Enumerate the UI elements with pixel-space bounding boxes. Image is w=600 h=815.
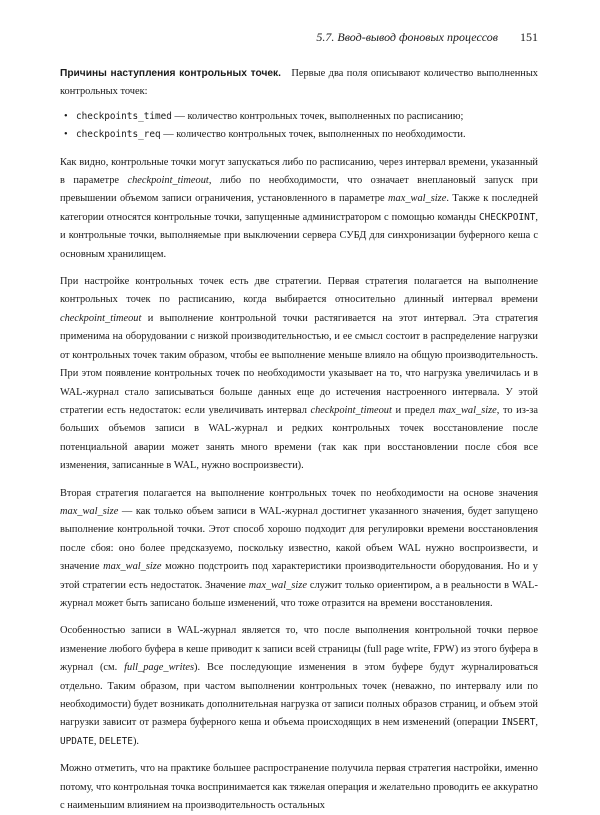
paragraph-3: При настройке контрольных точек есть две стратегии. Первая стратегия полагается на выполнение контрольных точек по расписанию, когда выбирается относительно длинный интервал времени checkpoint_timeout и выполнение контрольной точки растягивается на этот интервал. Эта стратегия применима на оборудовании с низкой производительностью, и ее смысл состоит в распределение нагрузки от контрольных точек таким образом, чтобы ее выполнение меньше влияло на общую производительность. При этом появление контрольных точек по необходимости указывает на то, что нагрузка увеличилась и в WAL-журнал стало записываться больше данных еще до истечения настроенного интервала. У этой стратегии есть недостаток: если увеличивать интервал checkpoint_timeout и предел max_wal_size, то из-за больших объемов записи в WAL-журнал и редких контрольных точек восстановление после потенциальной аварии может занять много времени (так как при восстановлении после сбоя все изменения, записанные в WAL, нужно воспроизвести). [60, 276, 538, 472]
paragraph-1: Причины наступления контрольных точек. Первые два поля описывают количество выполненных контрольных точек: [60, 68, 538, 98]
section-title: 5.7. Ввод-вывод фоновых процессов [316, 30, 498, 44]
paragraph-4: Вторая стратегия полагается на выполнение контрольных точек по необходимости на основе значения max_wal_size — как только объем записи в WAL-журнал достигнет указанного значения, будет запущено выполнение контрольной точки. Этот способ хорошо подходит для регулировки времени восстановления после сбоя: оно более предсказуемо, поскольку известно, какой объем WAL нужно воспроизвести, и значение max_wal_size можно подстроить под характеристики производительности оборудования. Но и у этой стратегии есть недостаток. Значение max_wal_size служит только ориентиром, а в реальности в WAL-журнал может быть записано больше изменений, что тоже отразится на времени восстановления. [60, 487, 538, 609]
paragraph-2: Как видно, контрольные точки могут запускаться либо по расписанию, через интервал времени, указанный в параметре checkpoint_timeout, либо по необходимости, что означает внеплановый запуск при превышении объемом записи ограничения, установленного в параметре max_wal_size. Также к последней категории относятся контрольные точки, запущенные администратором с помощью команды CHECKPOINT, и контрольные точки, выполняемые при выключении сервера СУБД для синхронизации буферного кеша с основным хранилищем. [60, 156, 539, 260]
page-number: 151 [520, 30, 538, 44]
bullet-list [60, 108, 538, 145]
page-content [60, 65, 538, 815]
list-item: • checkpoints_req — количество контрольных точек, выполненных по необходимости. [76, 126, 538, 144]
list-item: • checkpoints_timed — количество контрольных точек, выполненных по расписанию; [76, 108, 538, 126]
paragraph-6: Можно отметить, что на практике большее распространение получила первая стратегия настройки, именно потому, что контрольная точка воспринимается как тяжелая операция и желательно проводить ее аккуратно с наименьшим влиянием на производительность остальных [60, 763, 538, 812]
paragraph-5: Особенностью записи в WAL-журнал является то, что после выполнения контрольной точки первое изменение любого буфера в кеше приводит к записи всей страницы (full page write, FPW) из этого буфера в журнал (см. full_page_writes). Все последующие изменения в этом буфере будут журналироваться отдельно. Таким образом, при частом выполнении контрольных точек (неважно, по интервалу или по необходимости) будет возникать дополнительная нагрузка от записи полных образов страниц, и объем этой нагрузки зависит от размера буферного кеша и объема происходящих в нем изменений (операции INSERT, UPDATE, DELETE). [60, 625, 538, 747]
running-header [60, 30, 538, 45]
paragraph-lead: Причины наступления контрольных точек. [60, 68, 281, 79]
